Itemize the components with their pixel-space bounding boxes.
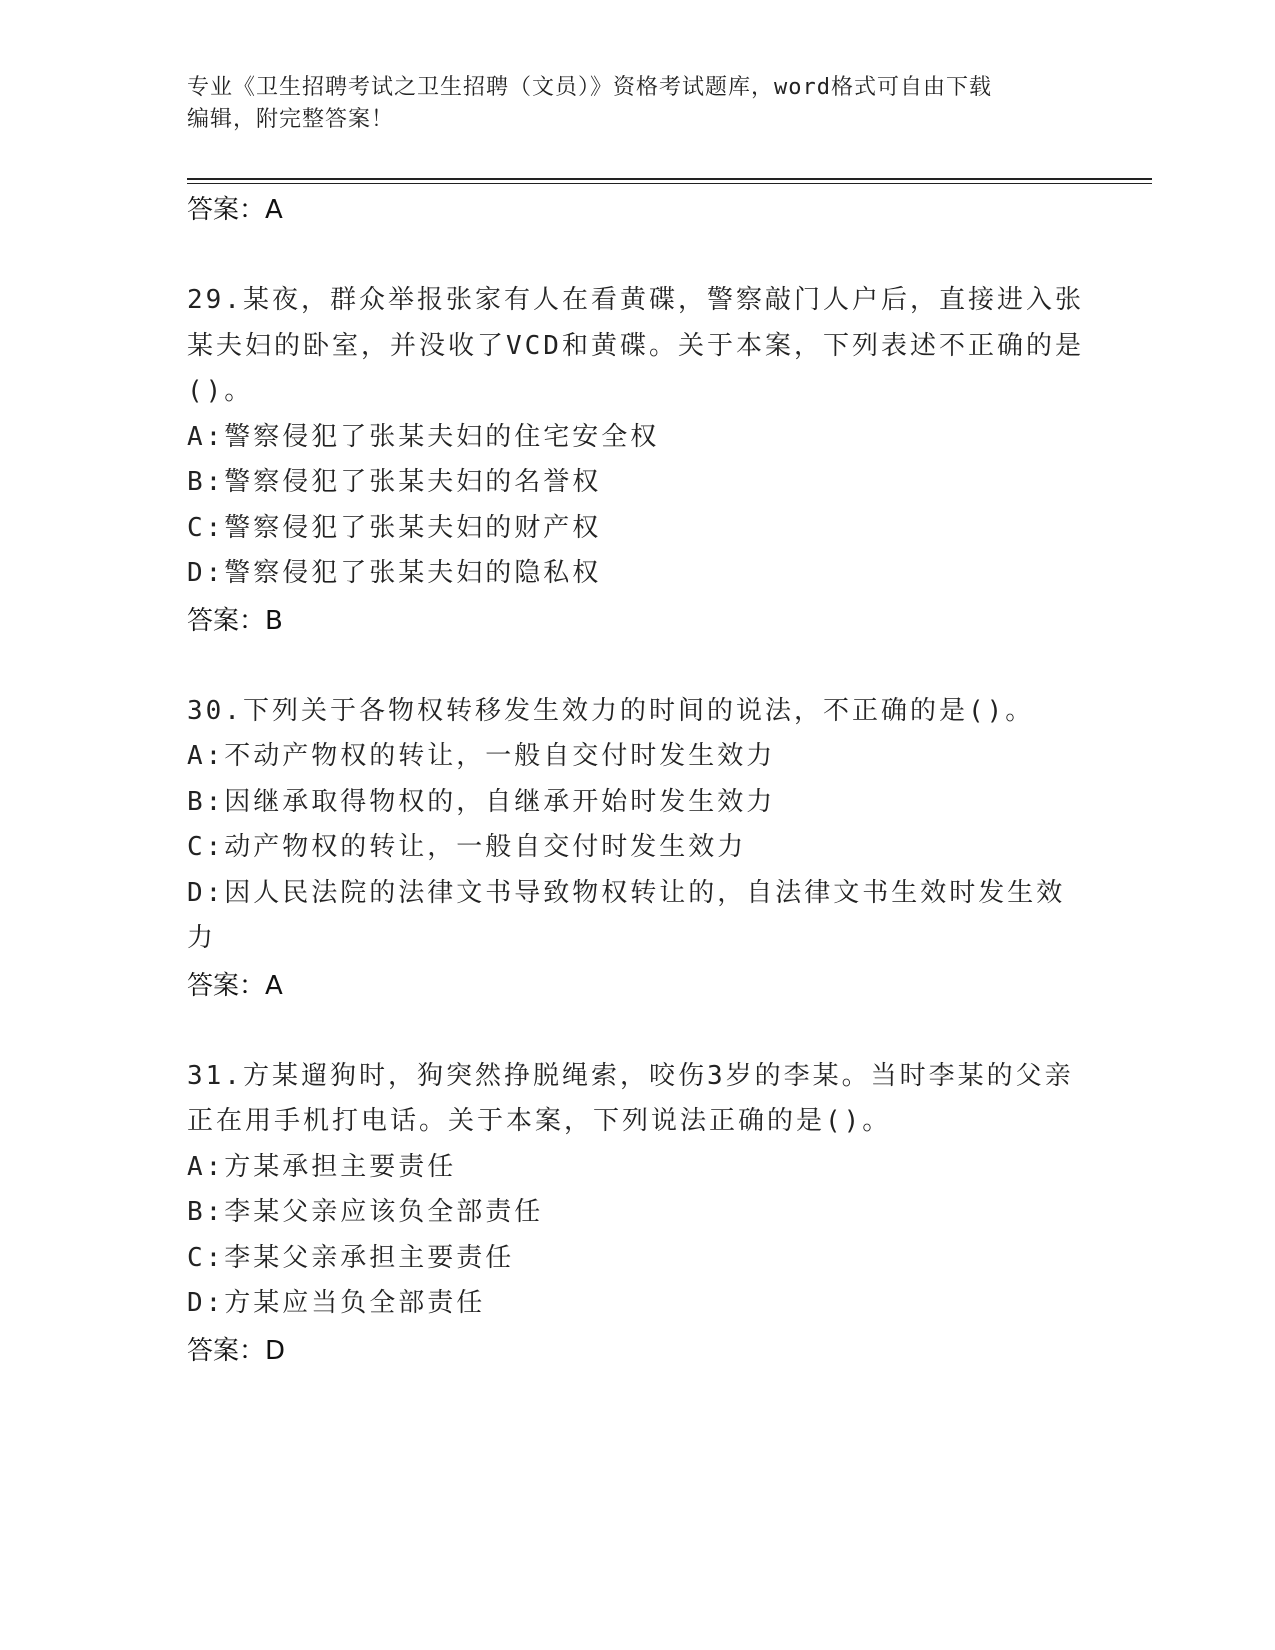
option-d: D:因人民法院的法律文书导致物权转让的，自法律文书生效时发生效力: [187, 877, 1066, 953]
header-divider-thin: [187, 183, 1152, 184]
option-a: A:方某承担主要责任: [187, 1151, 457, 1182]
question-text: 31.方某遛狗时，狗突然挣脱绳索，咬伤3岁的李某。当时李某的父亲正在用手机打电话。关于本案，下列说法正确的是()。: [187, 1060, 1074, 1136]
option-b: B:李某父亲应该负全部责任: [187, 1197, 544, 1227]
option-c: C:警察侵犯了张某夫妇的财产权: [187, 512, 602, 543]
question-31: [187, 1054, 1087, 1375]
page-header: [187, 72, 1087, 136]
option-a: A:不动产物权的转让，一般自交付时发生效力: [187, 741, 776, 771]
question-answer: 答案：D: [187, 1335, 286, 1366]
option-c: C:动产物权的转让，一般自交付时发生效力: [187, 832, 747, 862]
header-line-2: 编辑，附完整答案！: [187, 107, 395, 132]
question-answer: 答案：A: [187, 970, 283, 1001]
header-divider-thick: [187, 178, 1152, 180]
question-30: [187, 689, 1087, 1010]
option-a: A:警察侵犯了张某夫妇的住宅安全权: [187, 421, 660, 452]
option-d: D:警察侵犯了张某夫妇的隐私权: [187, 558, 602, 588]
question-answer: 答案：B: [187, 605, 283, 636]
question-list: [187, 186, 1087, 1375]
header-line-1: 专业《卫生招聘考试之卫生招聘（文员）》资格考试题库，word格式可自由下载: [187, 75, 992, 100]
option-c: C:李某父亲承担主要责任: [187, 1242, 515, 1273]
previous-answer: 答案：A: [187, 195, 283, 225]
option-b: B:因继承取得物权的，自继承开始时发生效力: [187, 786, 776, 817]
question-text: 30.下列关于各物权转移发生效力的时间的说法，不正确的是()。: [187, 695, 1035, 726]
option-b: B:警察侵犯了张某夫妇的名誉权: [187, 467, 602, 497]
question-29: [187, 278, 1087, 645]
question-text: 29.某夜，群众举报张家有人在看黄碟，警察敲门人户后，直接进入张某夫妇的卧室，并没收了VCD和黄碟。关于本案，下列表述不正确的是()。: [187, 285, 1084, 406]
option-d: D:方某应当负全部责任: [187, 1288, 486, 1318]
